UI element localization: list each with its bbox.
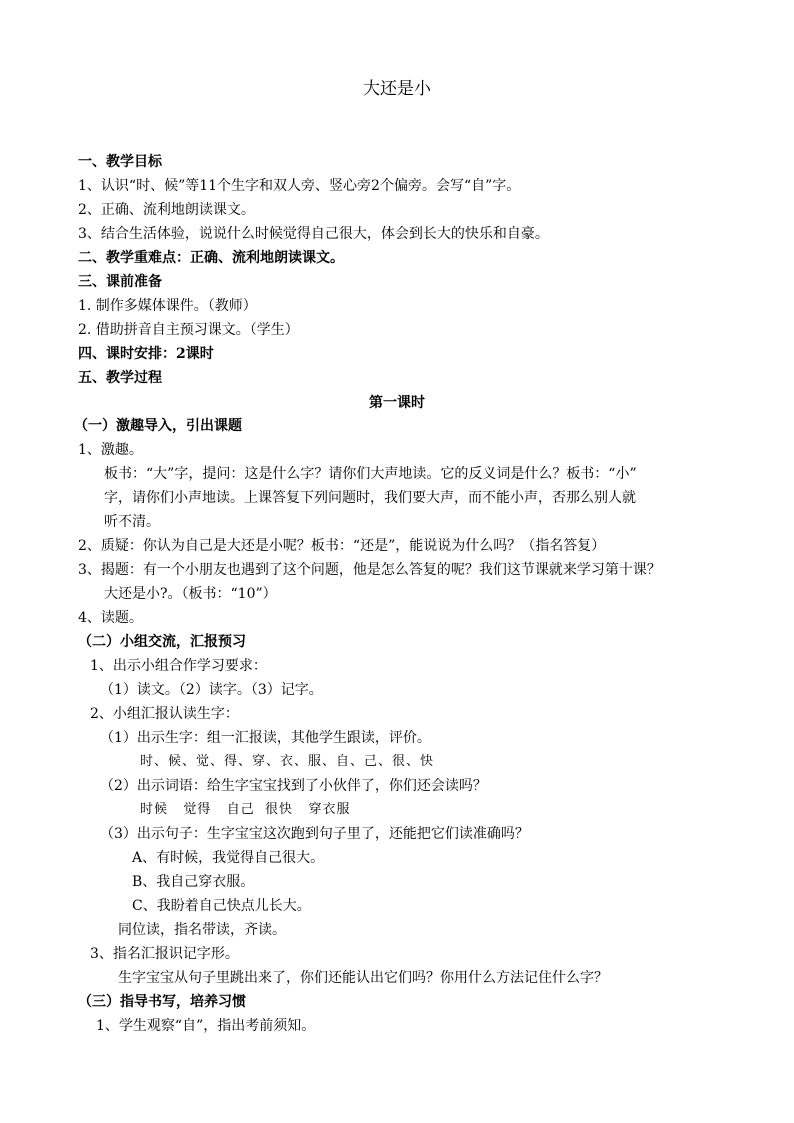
text-line: 2. 借助拼音自主预习课文。（学生） xyxy=(78,322,299,338)
character-list: 时、候、觉、得、穿、衣、服、自、己、很、快 xyxy=(140,754,435,769)
text-line: （3）出示句子：生字宝宝这次跑到句子里了，还能把它们读准确吗？ xyxy=(100,826,529,842)
text-line: 1、学生观察“自”，指出考前须知。 xyxy=(96,1018,316,1034)
word-list: 时候 觉得 自己 很快 穿衣服 xyxy=(140,802,351,817)
text-line: （1）读文。（2）读字。（3）记字。 xyxy=(100,682,323,698)
text-line: 2、正确、流利地朗读课文。 xyxy=(78,202,255,218)
text-line: 4、读题。 xyxy=(78,610,143,626)
text-line: 3、指名汇报识记字形。 xyxy=(90,946,239,962)
sentence-item: B、我自己穿衣服。 xyxy=(132,874,255,890)
subsection-heading-2: （二）小组交流，汇报预习 xyxy=(78,634,246,650)
text-line: （2）出示词语：给生字宝宝找到了小伙伴了，你们还会读吗？ xyxy=(100,778,487,794)
sentence-item: C、我盼着自己快点儿长大。 xyxy=(132,898,311,914)
lesson-heading: 第一课时 xyxy=(369,395,425,411)
text-line: 2、小组汇报认读生字： xyxy=(90,706,239,722)
text-line: 1、出示小组合作学习要求： xyxy=(90,658,267,674)
text-line: 听不清。 xyxy=(104,514,160,530)
text-line: 同位读，指名带读，齐读。 xyxy=(118,922,286,938)
subsection-heading-3: （三）指导书写，培养习惯 xyxy=(78,994,246,1010)
text-line: （1）出示生字：组一汇报读，其他学生跟读，评价。 xyxy=(100,730,431,746)
text-line: 1、激趣。 xyxy=(78,442,143,458)
text-line: 大还是小?。（板书：“10”） xyxy=(104,586,277,602)
text-line: 1. 制作多媒体课件。（教师） xyxy=(78,298,257,314)
text-line: 2、质疑：你认为自己是大还是小呢？板书：“还是”，能说说为什么吗？（指名答复） xyxy=(78,538,606,554)
sentence-item: A、有时候，我觉得自己很大。 xyxy=(132,850,325,866)
section-heading-keypoints: 二、教学重难点：正确、流利地朗读课文。 xyxy=(78,250,344,266)
subsection-heading-1: （一）激趣导入，引出课题 xyxy=(74,418,242,434)
section-heading-goals: 一、教学目标 xyxy=(78,154,162,170)
section-heading-prep: 三、课前准备 xyxy=(78,274,162,290)
text-line: 3、结合生活体验，说说什么时候觉得自己很大，体会到长大的快乐和自豪。 xyxy=(78,226,549,242)
text-line: 生字宝宝从句子里跳出来了，你们还能认出它们吗？你用什么方法记住什么字？ xyxy=(118,970,608,986)
text-line: 3、揭题：有一个小朋友也遇到了这个问题，他是怎么答复的呢？我们这节课就来学习第十课？ xyxy=(78,562,661,578)
text-line: 板书：“大”字，提问：这是什么字？请你们大声地读。它的反义词是什么？板书：“小” xyxy=(104,466,637,482)
text-line: 字，请你们小声地读。上课答复下列问题时，我们要大声，而不能小声，否那么别人就 xyxy=(104,490,636,506)
section-heading-schedule: 四、课时安排：2课时 xyxy=(78,346,214,362)
document-title: 大还是小 xyxy=(363,79,431,99)
section-heading-process: 五、教学过程 xyxy=(78,370,162,386)
text-line: 1、认识“时、候”等11个生字和双人旁、竖心旁2个偏旁。会写“自”字。 xyxy=(78,178,521,194)
